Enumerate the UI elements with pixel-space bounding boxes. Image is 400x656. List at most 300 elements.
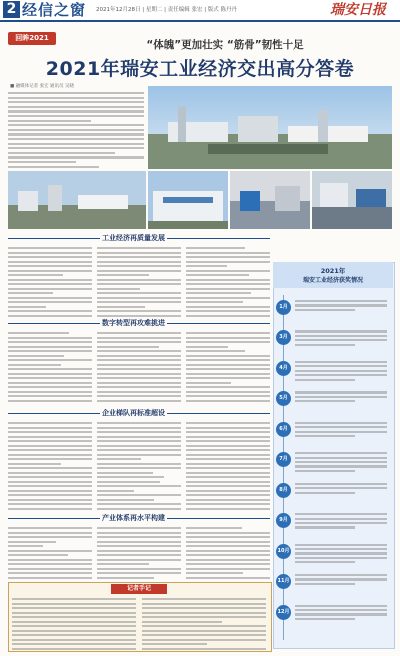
body-text-line: [186, 346, 228, 348]
body-text-line: [97, 563, 149, 565]
section-bar-3: [8, 408, 270, 419]
timeline-text-line: [295, 361, 387, 363]
body-text-line: [12, 634, 136, 636]
body-text-line: [8, 527, 92, 529]
body-text-line: [8, 382, 92, 384]
body-text-line: [97, 431, 181, 433]
body-text-line: [8, 467, 92, 469]
body-text-line: [97, 559, 181, 561]
body-text-line: [186, 467, 270, 469]
body-text-line: [142, 616, 266, 618]
body-text-line: [8, 124, 144, 126]
photo-industrial-park: [148, 86, 392, 169]
body-text-line: [97, 261, 181, 263]
body-text-line: [8, 265, 92, 267]
body-text-line: [8, 536, 92, 538]
body-text-line: [97, 306, 145, 308]
section-title: 工业经济再质量发展: [102, 234, 165, 242]
body-text-line: [97, 503, 181, 505]
body-text-line: [8, 472, 92, 474]
body-text-line: [186, 508, 270, 510]
body-text-line: [142, 639, 266, 641]
body-text-line: [97, 256, 181, 258]
timeline-year: 2021年: [320, 267, 346, 275]
body-text-line: [8, 101, 144, 103]
timeline-text-line: [295, 492, 355, 494]
timeline-month-marker: 7月: [276, 452, 291, 467]
body-text-line: [186, 472, 270, 474]
body-text-line: [8, 449, 92, 451]
timeline-text-line: [295, 431, 387, 433]
timeline-text-line: [295, 574, 387, 576]
body-text-line: [8, 115, 144, 117]
body-text-line: [97, 341, 181, 343]
body-text-line: [97, 364, 181, 366]
body-text-line: [97, 247, 181, 249]
body-text-line: [186, 550, 270, 552]
body-text-line: [8, 485, 92, 487]
body-text-line: [8, 152, 115, 154]
body-text-line: [8, 532, 92, 534]
body-text-line: [186, 364, 270, 366]
body-text-line: [97, 386, 181, 388]
body-text-line: [186, 301, 243, 303]
timeline-text-line: [295, 365, 387, 367]
body-text-line: [12, 612, 136, 614]
body-text-line: [8, 346, 92, 348]
body-text-line: [8, 106, 144, 108]
body-text-line: [97, 499, 154, 501]
timeline-month-marker: 5月: [276, 391, 291, 406]
body-text-line: [12, 639, 136, 641]
body-text-line: [8, 445, 92, 447]
body-text-line: [186, 485, 270, 487]
timeline-text-line: [295, 400, 355, 402]
body-text-line: [186, 256, 270, 258]
body-text-line: [186, 332, 270, 334]
timeline-text-line: [295, 470, 355, 472]
timeline-text-line: [295, 526, 355, 528]
timeline-text-line: [295, 426, 387, 428]
body-text-line: [186, 568, 270, 570]
body-text-line: [8, 494, 92, 496]
body-text-line: [186, 494, 270, 496]
body-text-line: [8, 572, 92, 574]
body-text-line: [97, 458, 141, 460]
body-text-line: [8, 431, 92, 433]
body-text-line: [186, 541, 270, 543]
section-bar-4: [8, 513, 270, 524]
body-text-line: [8, 490, 92, 492]
timeline-text-line: [295, 613, 387, 615]
body-text-line: [97, 297, 181, 299]
body-text-line: [8, 550, 92, 552]
photo-production-line: [230, 171, 310, 229]
timeline-text-line: [295, 544, 387, 546]
body-text-line: [142, 621, 222, 623]
timeline-text-line: [295, 561, 355, 563]
body-text-line: [8, 436, 92, 438]
body-text-line: [8, 261, 92, 263]
timeline-text-line: [295, 379, 355, 381]
body-text-line: [97, 577, 154, 579]
body-text-line: [97, 490, 134, 492]
body-text-line: [8, 92, 144, 94]
body-text-line: [8, 147, 144, 149]
body-text-line: [97, 368, 181, 370]
body-text-line: [186, 454, 270, 456]
body-text-line: [186, 503, 270, 505]
timeline-text-line: [295, 300, 387, 302]
timeline-title: 瑞安工业经济获奖情况: [302, 277, 363, 284]
body-text-line: [8, 256, 92, 258]
timeline-text-line: [295, 391, 387, 393]
body-text-line: [186, 315, 270, 317]
body-text-line: [97, 467, 181, 469]
timeline-text-line: [295, 605, 387, 607]
body-text-line: [97, 377, 181, 379]
body-text-line: [186, 445, 270, 447]
body-text-line: [12, 616, 136, 618]
body-text-line: [186, 481, 270, 483]
body-text-line: [8, 554, 68, 556]
body-text-line: [12, 621, 136, 623]
body-text-line: [97, 536, 181, 538]
body-text-line: [97, 274, 149, 276]
body-text-line: [8, 315, 92, 317]
body-text-line: [186, 252, 270, 254]
body-text-line: [8, 463, 61, 465]
body-text-line: [97, 310, 181, 312]
body-text-line: [8, 97, 144, 99]
body-text-line: [8, 395, 92, 397]
body-text-line: [8, 541, 56, 543]
body-text-line: [186, 572, 243, 574]
body-text-line: [97, 440, 181, 442]
body-text-line: [186, 458, 270, 460]
photo-workshop: [312, 171, 392, 229]
body-text-line: [142, 607, 266, 609]
body-text-line: [8, 156, 144, 158]
body-text-line: [97, 315, 181, 317]
body-text-line: [12, 648, 136, 650]
body-text-line: [186, 400, 270, 402]
body-text-line: [142, 612, 266, 614]
body-text-line: [8, 400, 92, 402]
body-text-line: [8, 310, 92, 312]
body-text-line: [186, 427, 270, 429]
body-text-line: [97, 422, 181, 424]
body-text-line: [8, 138, 144, 140]
body-text-line: [8, 292, 53, 294]
body-text-line: [8, 359, 92, 361]
body-text-line: [186, 292, 251, 294]
body-text-line: [97, 445, 181, 447]
body-text-line: [8, 341, 92, 343]
body-text-line: [97, 382, 181, 384]
body-text-line: [8, 427, 92, 429]
body-text-line: [186, 265, 227, 267]
timeline-text-line: [295, 452, 387, 454]
body-text-line: [97, 454, 181, 456]
section-title: 企业梯队再标准超设: [102, 409, 165, 417]
body-text-line: [8, 252, 92, 254]
timeline-month-marker: 9月: [276, 513, 291, 528]
section-number: 2: [3, 1, 20, 18]
body-text-line: [8, 364, 61, 366]
timeline-text-line: [295, 578, 387, 580]
body-text-line: [97, 288, 140, 290]
body-text-line: [8, 247, 92, 249]
body-text-line: [8, 386, 92, 388]
body-text-line: [186, 297, 270, 299]
section-name: 经信之窗: [22, 1, 87, 19]
body-text-line: [186, 341, 270, 343]
timeline-text-line: [295, 330, 387, 332]
timeline-text-line: [295, 483, 387, 485]
body-text-line: [97, 572, 181, 574]
body-text-line: [8, 422, 92, 424]
timeline-text-line: [295, 487, 387, 489]
body-text-line: [97, 265, 181, 267]
timeline-text-line: [295, 435, 355, 437]
body-text-line: [97, 391, 181, 393]
timeline-text-line: [295, 583, 355, 585]
byline: ■ 融媒体记者 张宏 通讯员 吴晓: [10, 84, 74, 89]
body-text-line: [97, 332, 181, 334]
body-text-line: [97, 400, 181, 402]
timeline-month-marker: 11月: [276, 574, 291, 589]
body-text-line: [97, 292, 181, 294]
timeline-text-line: [295, 548, 387, 550]
timeline-text-line: [295, 374, 387, 376]
body-text-line: [186, 536, 270, 538]
body-text-line: [8, 332, 69, 334]
body-text-line: [186, 463, 270, 465]
body-text-line: [97, 568, 181, 570]
body-text-line: [186, 559, 270, 561]
timeline-text-line: [295, 552, 387, 554]
timeline-text-line: [295, 422, 387, 424]
timeline-text-line: [295, 522, 387, 524]
body-text-line: [186, 554, 270, 556]
body-text-line: [97, 463, 181, 465]
body-text-line: [142, 643, 207, 645]
body-text-line: [97, 395, 181, 397]
body-text-line: [8, 545, 43, 547]
body-text-line: [8, 368, 92, 370]
body-text-line: [8, 297, 92, 299]
issue-info: 2021年12月28日 | 星期二 | 责任编辑 张宏 | 版式 陈丹丹: [96, 7, 238, 13]
body-text-line: [97, 508, 181, 510]
body-text-line: [8, 481, 92, 483]
section-title: 产业体系再水平构建: [102, 514, 165, 522]
body-text-line: [186, 261, 270, 263]
body-text-line: [186, 577, 270, 579]
body-text-line: [186, 337, 270, 339]
body-text-line: [186, 449, 270, 451]
timeline-month-marker: 10月: [276, 544, 291, 559]
body-text-line: [97, 485, 181, 487]
timeline-month-marker: 1月: [276, 300, 291, 315]
body-text-line: [97, 337, 181, 339]
section-bar-2: [8, 318, 270, 329]
body-text-line: [97, 541, 181, 543]
timeline-text-line: [295, 618, 355, 620]
timeline-text-line: [295, 461, 387, 463]
body-text-line: [186, 306, 270, 308]
section-bar-1: [8, 233, 270, 244]
body-text-line: [186, 247, 245, 249]
timeline-month-marker: 3月: [276, 330, 291, 345]
timeline-text-line: [295, 344, 355, 346]
body-text-line: [186, 350, 245, 352]
body-text-line: [97, 527, 181, 529]
body-text-line: [8, 499, 92, 501]
body-text-line: [97, 359, 181, 361]
year-review-badge: 回眸2021: [8, 32, 56, 45]
body-text-line: [8, 391, 92, 393]
body-text-line: [186, 431, 270, 433]
body-text-line: [8, 279, 92, 281]
body-text-line: [186, 422, 270, 424]
body-text-line: [8, 288, 92, 290]
body-text-line: [97, 449, 181, 451]
timeline-text-line: [295, 513, 387, 515]
body-text-line: [97, 252, 181, 254]
body-text-line: [8, 454, 92, 456]
photo-factory-exterior: [148, 171, 228, 229]
body-text-line: [186, 532, 270, 534]
body-text-line: [12, 630, 136, 632]
body-text-line: [186, 359, 270, 361]
body-text-line: [97, 346, 159, 348]
body-text-line: [8, 559, 92, 561]
body-text-line: [8, 377, 92, 379]
timeline-text-line: [295, 335, 387, 337]
body-text-line: [186, 440, 270, 442]
timeline-text-line: [295, 339, 387, 341]
body-text-line: [8, 301, 92, 303]
body-text-line: [142, 603, 266, 605]
body-text-line: [97, 472, 153, 474]
body-text-line: [186, 355, 270, 357]
body-text-line: [8, 337, 92, 339]
body-text-line: [8, 120, 91, 122]
body-text-line: [8, 283, 92, 285]
timeline-text-line: [295, 465, 387, 467]
body-text-line: [186, 377, 270, 379]
body-text-line: [186, 436, 270, 438]
body-text-line: [186, 274, 249, 276]
body-text-line: [8, 373, 92, 375]
body-text-line: [142, 598, 266, 600]
body-text-line: [186, 476, 270, 478]
body-text-line: [97, 476, 164, 478]
body-text-line: [8, 568, 92, 570]
timeline-text-line: [295, 370, 387, 372]
section-title: 数字转型再攻难挑进: [102, 319, 165, 327]
body-text-line: [8, 476, 92, 478]
body-text-line: [8, 274, 63, 276]
body-text-line: [97, 550, 181, 552]
body-text-line: [97, 355, 181, 357]
body-text-line: [142, 648, 266, 650]
body-text-line: [97, 373, 181, 375]
body-text-line: [186, 563, 270, 565]
body-text-line: [142, 630, 266, 632]
body-text-line: [12, 598, 136, 600]
body-text-line: [8, 306, 46, 308]
body-text-line: [142, 634, 266, 636]
body-text-line: [97, 270, 181, 272]
body-text-line: [186, 490, 270, 492]
body-text-line: [186, 545, 270, 547]
body-text-line: [97, 436, 181, 438]
timeline-text-line: [295, 457, 387, 459]
body-text-line: [186, 288, 270, 290]
body-text-line: [186, 382, 231, 384]
timeline-text-line: [295, 309, 355, 311]
body-text-line: [97, 279, 181, 281]
body-text-line: [97, 554, 181, 556]
body-text-line: [8, 350, 92, 352]
body-text-line: [97, 494, 181, 496]
body-text-line: [8, 129, 144, 131]
timeline-text-line: [295, 609, 387, 611]
body-text-line: [8, 508, 92, 510]
body-text-line: [8, 458, 92, 460]
body-text-line: [8, 577, 92, 579]
body-text-line: [186, 499, 270, 501]
subtitle: “体魄”更加壮实 “筋骨”韧性十足: [146, 39, 304, 51]
body-text-line: [8, 503, 92, 505]
body-text-line: [97, 283, 181, 285]
body-text-line: [186, 270, 270, 272]
body-text-line: [97, 532, 181, 534]
body-text-line: [186, 310, 270, 312]
body-text-line: [8, 563, 92, 565]
body-text-line: [8, 143, 144, 145]
body-text-line: [12, 643, 136, 645]
body-text-line: [186, 279, 270, 281]
body-text-line: [8, 270, 92, 272]
body-text-line: [8, 133, 144, 135]
reporter-note-label: 记者手记: [111, 584, 167, 594]
body-text-line: [8, 166, 99, 168]
timeline-month-marker: 8月: [276, 483, 291, 498]
body-text-line: [186, 373, 270, 375]
body-text-line: [8, 110, 144, 112]
timeline-text-line: [295, 557, 387, 559]
timeline-month-marker: 6月: [276, 422, 291, 437]
body-text-line: [12, 603, 136, 605]
body-text-line: [186, 283, 270, 285]
timeline-text-line: [295, 304, 387, 306]
body-text-line: [12, 607, 136, 609]
body-text-line: [8, 440, 92, 442]
body-text-line: [8, 355, 64, 357]
body-text-line: [186, 391, 270, 393]
main-title: 2021年瑞安工业经济交出高分答卷: [45, 58, 355, 80]
photo-city-aerial: [8, 171, 146, 229]
timeline-month-marker: 12月: [276, 605, 291, 620]
body-text-line: [186, 395, 270, 397]
timeline-text-line: [295, 518, 387, 520]
body-text-line: [186, 368, 270, 370]
body-text-line: [97, 545, 181, 547]
timeline-month-marker: 4月: [276, 361, 291, 376]
